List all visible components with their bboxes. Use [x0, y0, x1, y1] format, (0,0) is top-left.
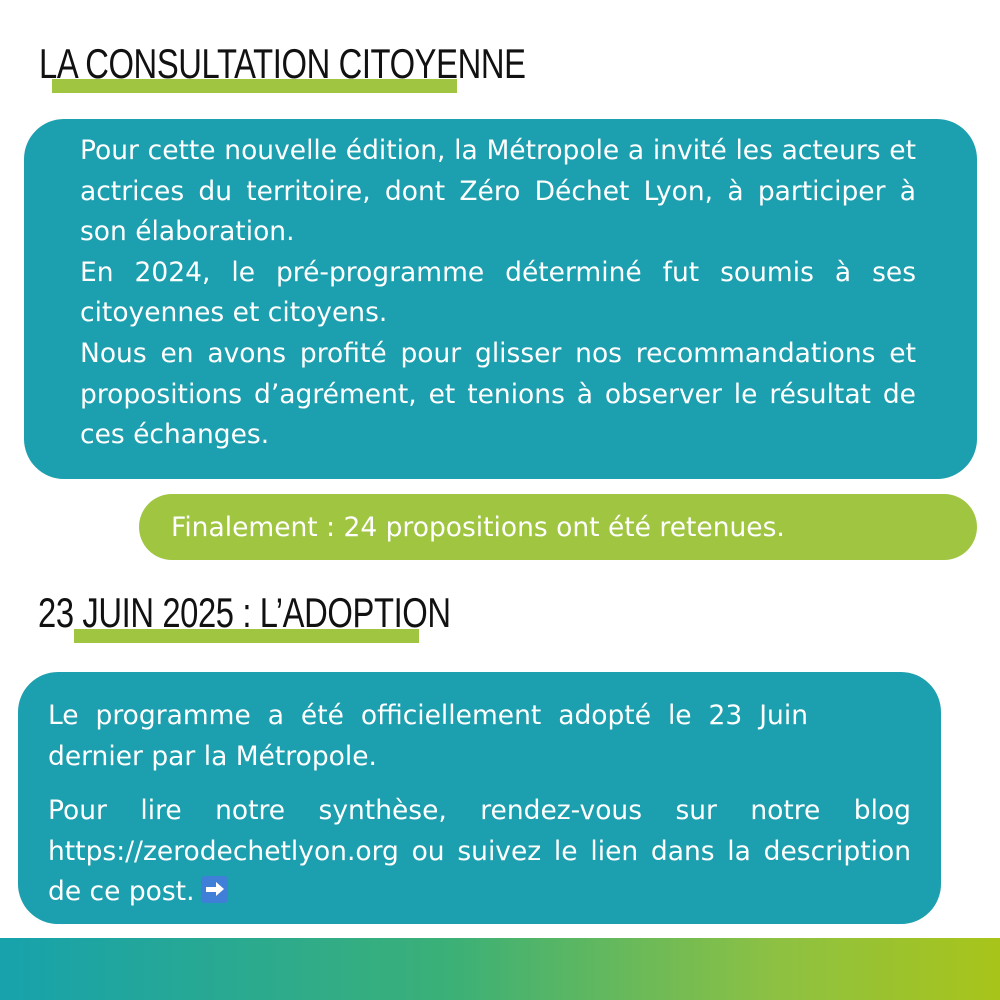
paragraph-blog-text: Pour lire notre synthèse, rendez-vous sur notre blog https://zerodechetlyon.org ou suivez le lien dans la description de ce post. [48, 795, 911, 908]
footer-gradient-bar [0, 938, 1000, 1000]
section-heading-adoption: 23 JUIN 2025 : L’ADOPTION [38, 589, 451, 636]
consultation-text-box [24, 119, 977, 479]
highlight-pill [139, 494, 977, 560]
right-arrow-icon [201, 876, 228, 903]
paragraph-adoption-text: Le programme a été officiellement adopté le 23 Juin dernier par la Métropole. [48, 700, 808, 772]
paragraph-invitation: Pour cette nouvelle édition, la Métropole a invité les acteurs et actrices du territoire, dont Zéro Déchet Lyon, à participer à son élaboration. [80, 135, 916, 248]
adoption-text-box [18, 672, 941, 924]
paragraph-recommendations: Nous en avons profité pour glisser nos recommandations et propositions d’agrément, et tenions à observer le résultat de ces échanges. [80, 337, 916, 451]
paragraph-blog [48, 791, 911, 913]
highlight-text: Finalement : 24 propositions ont été retenues. [171, 511, 785, 543]
paragraph-adoption [48, 696, 808, 777]
paragraph-pre-programme: En 2024, le pré-programme déterminé fut soumis à ses citoyennes et citoyens. [80, 256, 916, 329]
section-heading-consultation: LA CONSULTATION CITOYENNE [39, 40, 526, 87]
